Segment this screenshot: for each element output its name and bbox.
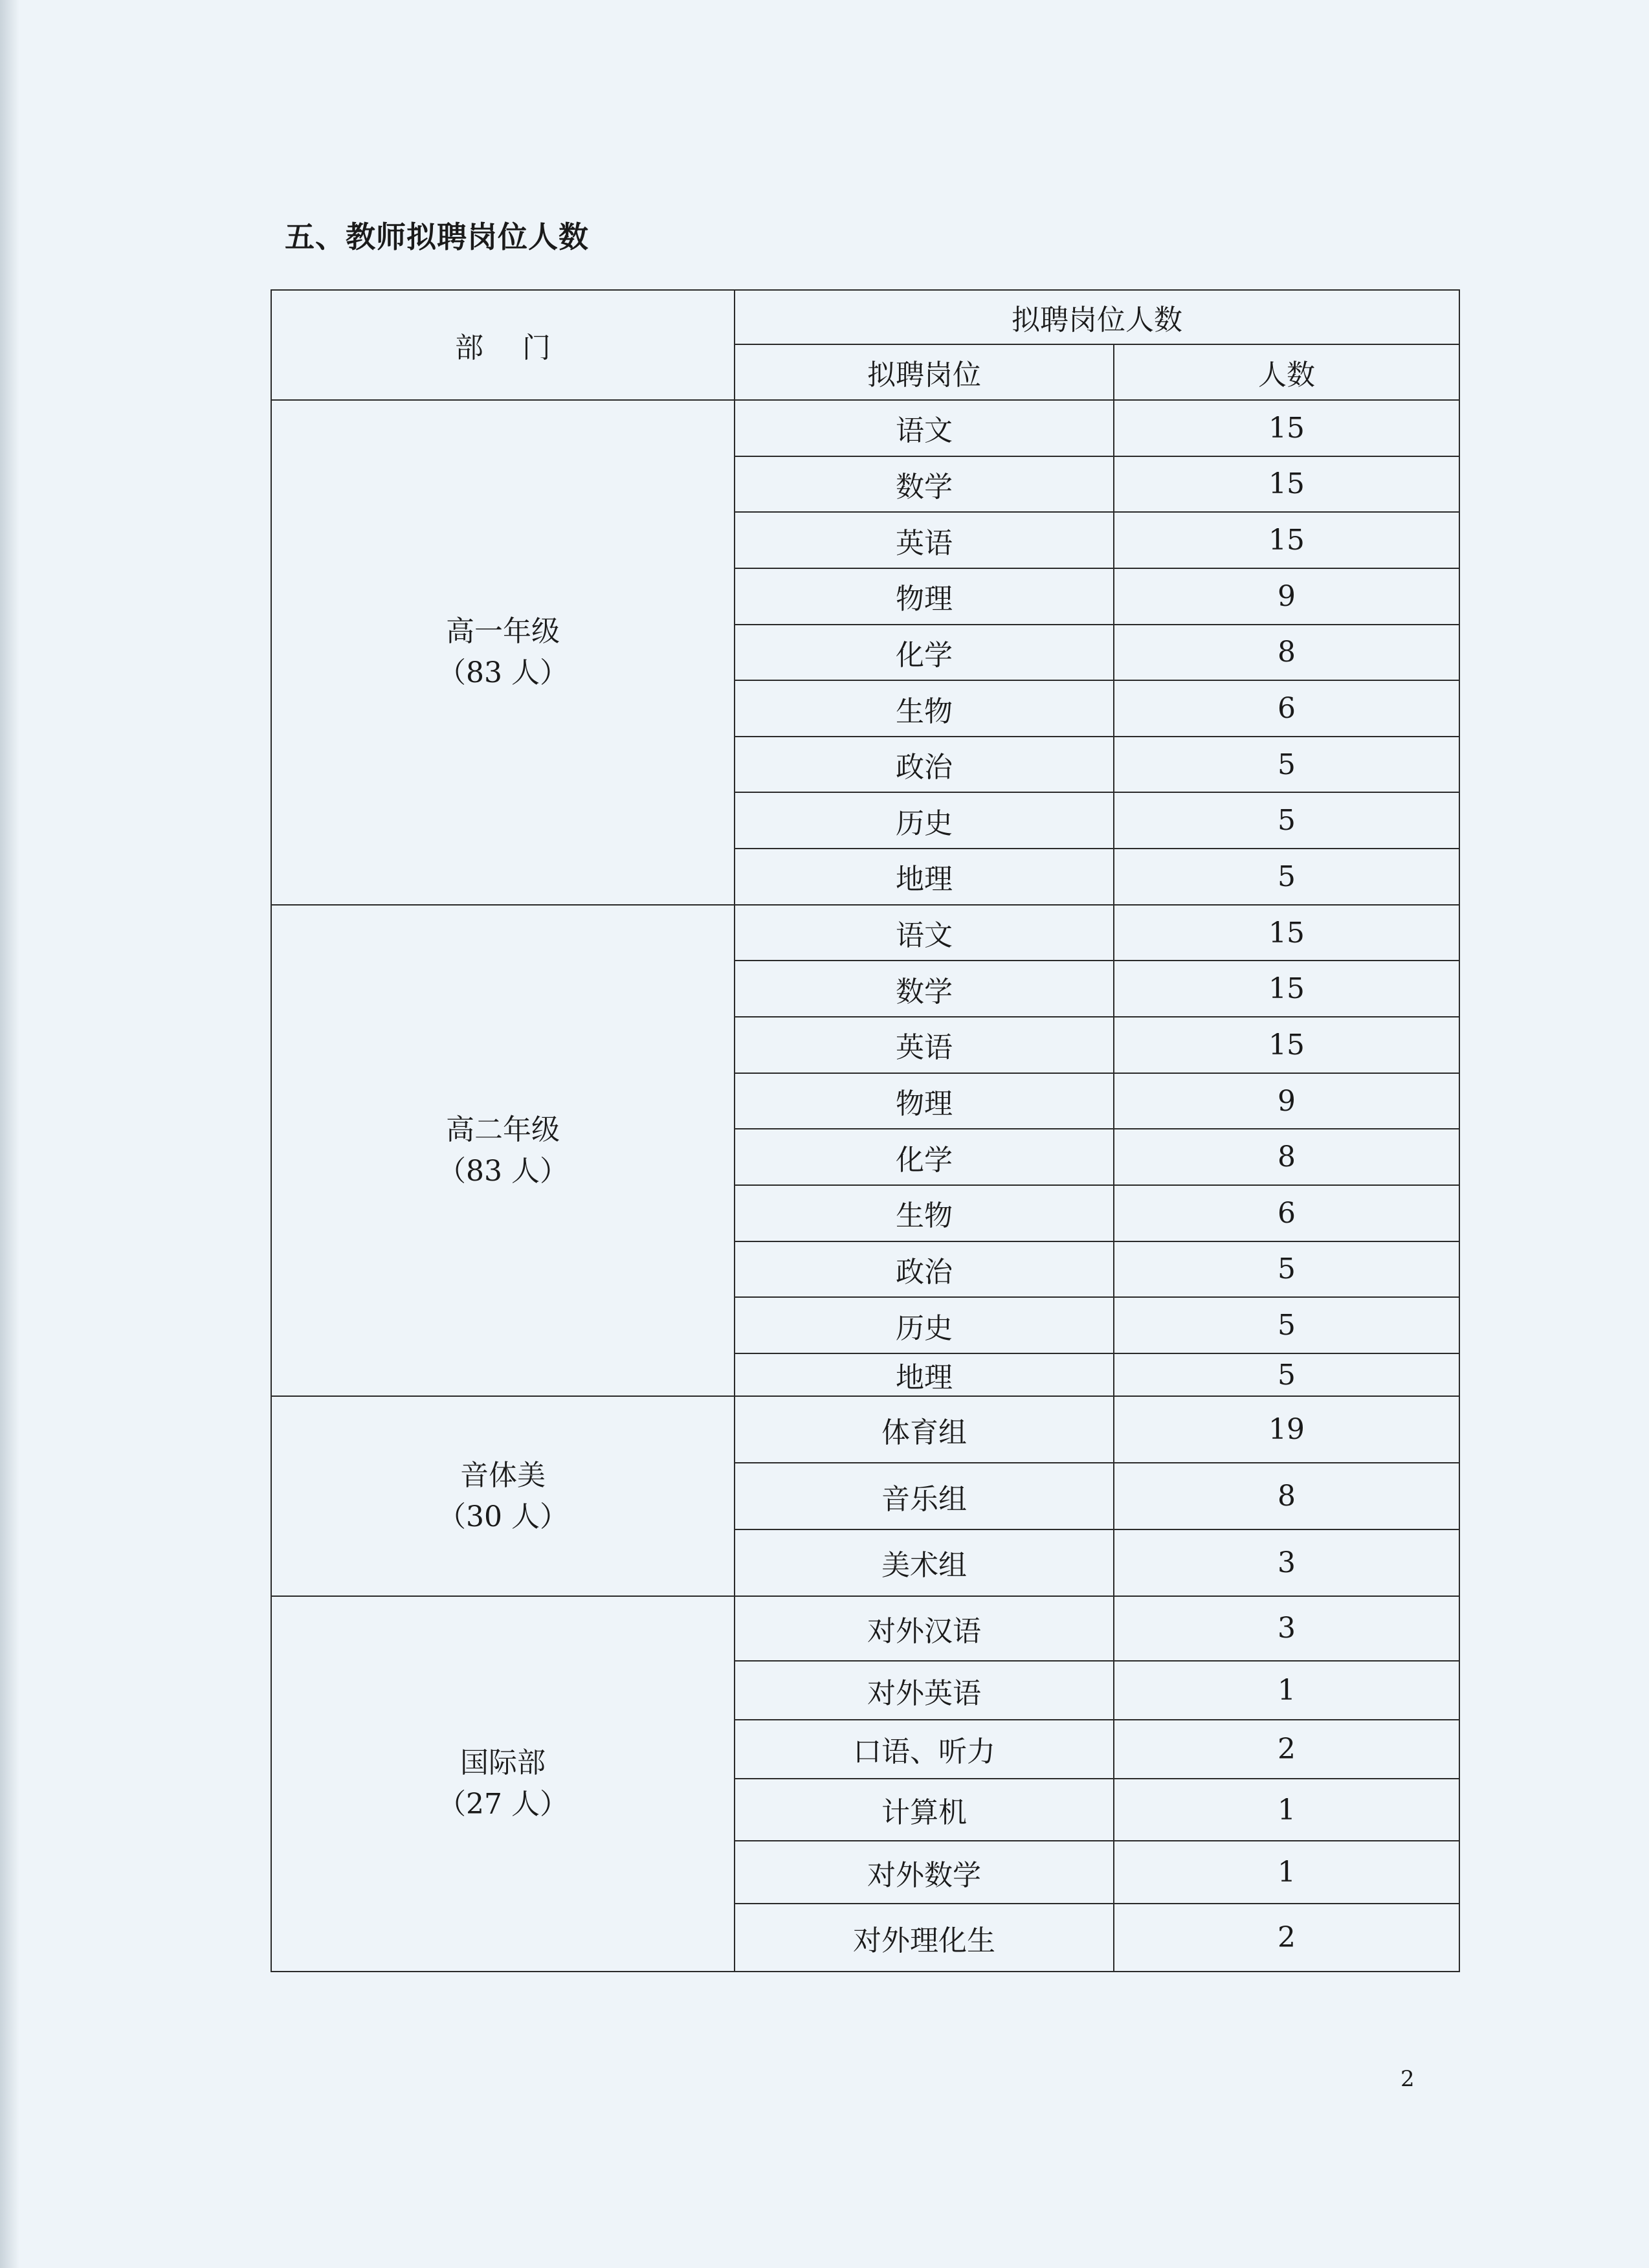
table-row bbox=[271, 1596, 1459, 1662]
count-cell: 5 bbox=[1114, 849, 1459, 905]
department-name: 高二年级 bbox=[446, 1113, 560, 1146]
count-cell: 2 bbox=[1114, 1904, 1459, 1972]
position-cell: 对外数学 bbox=[735, 1841, 1114, 1904]
count-cell: 15 bbox=[1114, 1017, 1459, 1073]
table-header bbox=[271, 290, 1459, 400]
table-row bbox=[271, 1396, 1459, 1463]
recruitment-table bbox=[271, 289, 1460, 1972]
count-cell: 1 bbox=[1114, 1661, 1459, 1720]
count-cell: 3 bbox=[1114, 1596, 1459, 1662]
position-cell: 生物 bbox=[735, 1185, 1114, 1241]
position-cell: 对外汉语 bbox=[735, 1596, 1114, 1662]
position-cell: 政治 bbox=[735, 1241, 1114, 1298]
position-cell: 体育组 bbox=[735, 1396, 1114, 1463]
table-row bbox=[271, 905, 1459, 961]
count-cell: 15 bbox=[1114, 905, 1459, 961]
department-name: 高一年级 bbox=[446, 614, 560, 648]
count-cell: 5 bbox=[1114, 1353, 1459, 1396]
position-cell: 物理 bbox=[735, 568, 1114, 625]
position-cell: 生物 bbox=[735, 680, 1114, 737]
department-total: （83 人） bbox=[437, 656, 568, 689]
count-cell: 15 bbox=[1114, 512, 1459, 568]
section-title: 五、教师拟聘岗位人数 bbox=[285, 219, 589, 254]
position-cell: 计算机 bbox=[735, 1779, 1114, 1841]
count-cell: 6 bbox=[1114, 680, 1459, 737]
position-cell: 音乐组 bbox=[735, 1463, 1114, 1529]
position-cell: 地理 bbox=[735, 849, 1114, 905]
count-cell: 2 bbox=[1114, 1720, 1459, 1779]
department-total: （83 人） bbox=[437, 1154, 568, 1188]
count-cell: 5 bbox=[1114, 737, 1459, 793]
position-cell: 化学 bbox=[735, 625, 1114, 681]
count-cell: 9 bbox=[1114, 1073, 1459, 1129]
table-row bbox=[271, 400, 1459, 456]
count-cell: 1 bbox=[1114, 1779, 1459, 1841]
position-cell: 对外英语 bbox=[735, 1661, 1114, 1720]
count-cell: 19 bbox=[1114, 1396, 1459, 1463]
department-total: （27 人） bbox=[437, 1787, 568, 1821]
position-cell: 物理 bbox=[735, 1073, 1114, 1129]
count-cell: 5 bbox=[1114, 1297, 1459, 1353]
position-cell: 口语、听力 bbox=[735, 1720, 1114, 1779]
position-cell: 地理 bbox=[735, 1353, 1114, 1396]
department-total: （30 人） bbox=[437, 1500, 568, 1533]
header-department: 部门 bbox=[271, 290, 735, 400]
department-cell bbox=[271, 1596, 735, 1972]
department-name: 音体美 bbox=[460, 1458, 546, 1492]
header-planned-positions: 拟聘岗位人数 bbox=[735, 290, 1459, 344]
position-cell: 历史 bbox=[735, 792, 1114, 849]
table-body bbox=[271, 400, 1459, 1972]
position-cell: 政治 bbox=[735, 737, 1114, 793]
position-cell: 语文 bbox=[735, 905, 1114, 961]
count-cell: 8 bbox=[1114, 1463, 1459, 1529]
position-cell: 语文 bbox=[735, 400, 1114, 456]
count-cell: 8 bbox=[1114, 625, 1459, 681]
department-cell bbox=[271, 905, 735, 1397]
position-cell: 历史 bbox=[735, 1297, 1114, 1353]
scan-edge-shadow bbox=[0, 0, 19, 2268]
department-cell bbox=[271, 1396, 735, 1595]
position-cell: 英语 bbox=[735, 1017, 1114, 1073]
header-position: 拟聘岗位 bbox=[735, 344, 1114, 400]
department-name: 国际部 bbox=[460, 1746, 546, 1779]
count-cell: 5 bbox=[1114, 1241, 1459, 1298]
department-cell bbox=[271, 400, 735, 905]
position-cell: 美术组 bbox=[735, 1529, 1114, 1596]
position-cell: 英语 bbox=[735, 512, 1114, 568]
position-cell: 数学 bbox=[735, 961, 1114, 1017]
position-cell: 数学 bbox=[735, 456, 1114, 513]
page-number: 2 bbox=[1400, 2066, 1415, 2092]
count-cell: 9 bbox=[1114, 568, 1459, 625]
count-cell: 5 bbox=[1114, 792, 1459, 849]
count-cell: 15 bbox=[1114, 456, 1459, 513]
count-cell: 15 bbox=[1114, 400, 1459, 456]
count-cell: 1 bbox=[1114, 1841, 1459, 1904]
count-cell: 8 bbox=[1114, 1129, 1459, 1185]
header-count: 人数 bbox=[1114, 344, 1459, 400]
count-cell: 6 bbox=[1114, 1185, 1459, 1241]
position-cell: 对外理化生 bbox=[735, 1904, 1114, 1972]
count-cell: 3 bbox=[1114, 1529, 1459, 1596]
count-cell: 15 bbox=[1114, 961, 1459, 1017]
position-cell: 化学 bbox=[735, 1129, 1114, 1185]
